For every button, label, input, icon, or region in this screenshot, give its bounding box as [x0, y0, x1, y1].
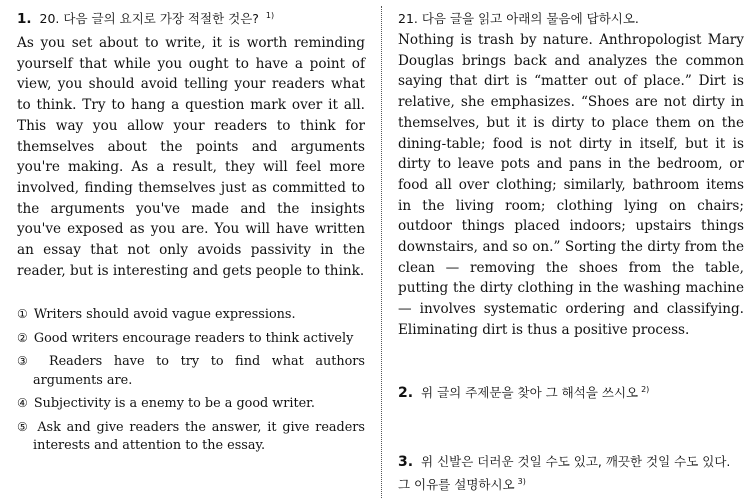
option-2-mark: ② — [17, 330, 28, 345]
option-3[interactable] — [17, 352, 365, 390]
option-4-text: Subjectivity is a enemy to be a good writer. — [33, 396, 315, 412]
option-2-text: Good writers encourage readers to think actively — [33, 330, 354, 346]
option-1-text: Writers should avoid vague expressions. — [33, 307, 296, 323]
option-1[interactable] — [17, 305, 365, 325]
question-1-footnote: 1) — [265, 10, 275, 20]
option-3-text: Readers have to try to find what authors arguments are. — [33, 354, 365, 388]
question-21-header: 21. 다음 글을 읽고 아래의 물음에 답하시오. — [398, 11, 639, 26]
option-5-mark: ⑤ — [17, 419, 30, 434]
question-21-passage: Nothing is trash by nature. Anthropologist Mary Douglas brings back and analyzes the common saying that dirt is “matter out of place.” Dirt is relative, she emphasizes. “Shoes are not dirty in themselves, but it is dirty to place them on the dining-table; food is not dirty in itself, but it is dirty to leave pots and pans in the bedroom, or food all over clothing; similarly, bathroom items in the living room; clothing lying on chairs; outdoor things placed indoors; upstairs things downstairs, and so on.” Sorting the dirty from the clean — removing the shoes from the table, putting the dirty clothing in the washing machine — involves systematic ordering and classifying. Eliminating dirt is thus a positive process. — [398, 32, 744, 338]
option-3-mark: ③ — [17, 354, 36, 369]
answer-options — [17, 305, 365, 456]
question-1-number: 1. — [17, 11, 32, 27]
option-2[interactable] — [17, 329, 365, 349]
sub-question-3-footnote: 3) — [517, 477, 526, 486]
sub-question-2-text: 위 글의 주제문을 찾아 그 해석을 쓰시오 — [421, 385, 639, 401]
column-divider — [381, 6, 382, 498]
option-4-mark: ④ — [17, 396, 28, 411]
question-1-header — [17, 9, 365, 27]
sub-question-3-number: 3. — [398, 454, 414, 470]
sub-question-2-footnote: 2) — [641, 385, 650, 394]
option-5[interactable] — [17, 418, 365, 456]
sub-question-3-text: 위 신발은 더러운 것일 수도 있고, 깨끗한 것일 수도 있다. 그 이유를 설명하시오 — [398, 454, 731, 493]
sub-question-2 — [398, 380, 744, 403]
question-21-column — [398, 0, 744, 341]
option-4[interactable] — [17, 394, 365, 414]
sub-question-2-number: 2. — [398, 385, 414, 402]
question-1-passage: As you set about to write, it is worth reminding yourself that while you ought to have a point of view, you should avoid telling your readers what to think. Try to hang a question mark over it all. This way you allow your readers to think for themselves about the points and arguments you're making. As a result, they will feel more involved, finding themselves just as committed to the arguments you've made and the insights you've exposed as you are. You will have written an essay that not only avoids passivity in the reader, but is interesting and gets people to think. — [17, 35, 365, 279]
sub-question-3 — [398, 452, 744, 494]
question-1-text: 20. 다음 글의 요지로 가장 적절한 것은? — [39, 11, 259, 26]
question-1-column — [17, 0, 365, 460]
option-5-text: Ask and give readers the answer, it give readers interests and attention to the essay. — [33, 419, 365, 454]
option-1-mark: ① — [17, 307, 28, 322]
